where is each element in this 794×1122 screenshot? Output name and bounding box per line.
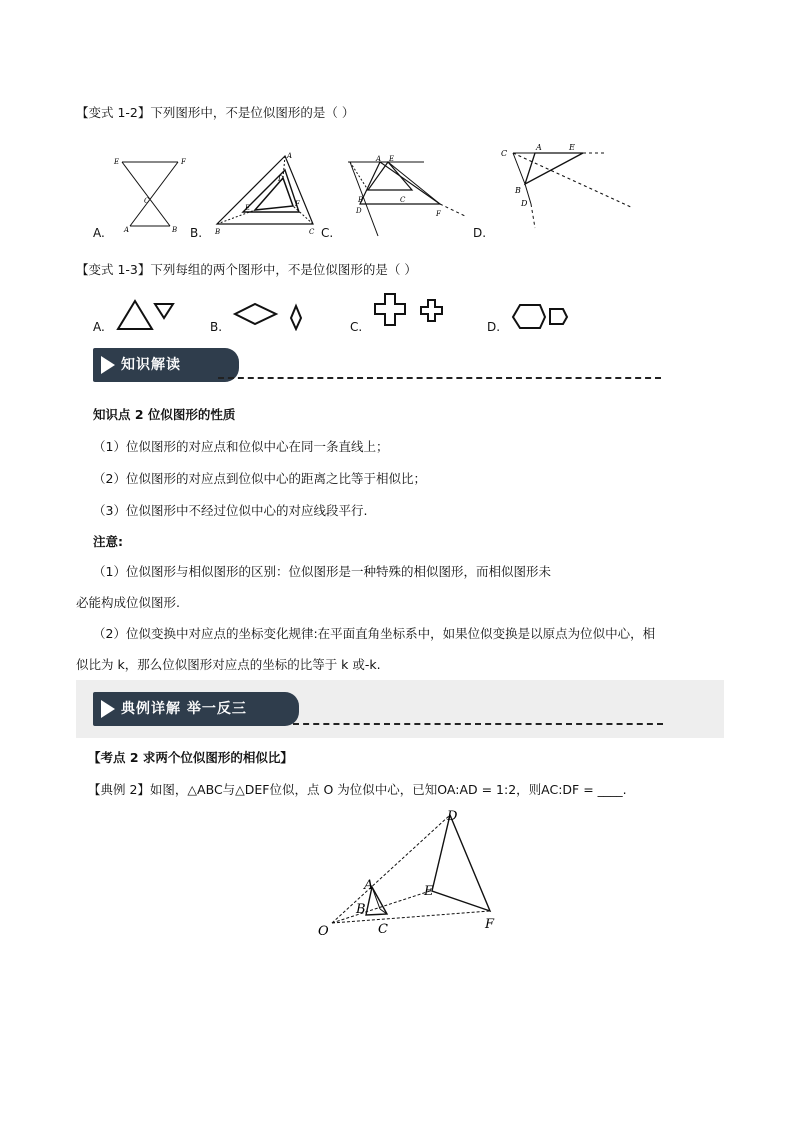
rhombus-wide-icon: [235, 304, 276, 324]
cross-large-icon: [375, 294, 405, 325]
fig-c-label-e: E: [389, 155, 395, 163]
triangle-def: [432, 815, 490, 911]
variant-1-2-option-c[interactable]: C.: [321, 226, 334, 240]
ray-od: [332, 815, 450, 923]
example-figure: [310, 805, 510, 945]
fig-b-label-e: E: [245, 204, 251, 212]
fig-d-label-c: C: [501, 149, 508, 158]
note-line-2: 必能构成位似图形.: [76, 595, 180, 610]
section-heading: 知识点 2 位似图形的性质: [93, 407, 236, 422]
pentagon-small-icon: [550, 309, 567, 324]
variant-1-3-option-c[interactable]: C.: [350, 320, 363, 334]
shapes-c: [373, 292, 448, 330]
figure-d: [495, 138, 645, 238]
section-item-3: （3）位似图形中不经过位似中心的对应线段平行.: [93, 503, 368, 518]
note-line-3: （2）位似变换中对应点的坐标变化规律:在平面直角坐标系中，如果位似变换是以原点为位似中心，相: [93, 626, 656, 641]
label-o: O: [318, 924, 329, 939]
fig-b-label-a: A: [287, 152, 293, 160]
fig-a-label-b: B: [172, 226, 178, 234]
banner-knowledge-label: 知识解读: [93, 348, 239, 382]
shapes-b: [232, 301, 307, 331]
fig-d-label-b: B: [515, 186, 521, 195]
label-d: D: [447, 809, 458, 824]
fig-b-label-c: C: [309, 228, 315, 236]
fig-b-dash-3: [293, 206, 313, 224]
fig-b-label-d: D: [278, 175, 284, 183]
note-line-1: （1）位似图形与相似图形的区别：位似图形是一种特殊的相似图形，而相似图形未: [93, 564, 551, 579]
fig-a-line-fa: [130, 162, 178, 226]
fig-c-left-line: [350, 162, 378, 236]
banner-knowledge: [93, 348, 673, 384]
banner-knowledge-dashline: [218, 377, 661, 379]
triangle-large-icon: [118, 301, 152, 329]
label-b: B: [356, 902, 366, 917]
label-c: C: [378, 922, 388, 937]
fig-c-dash: [440, 204, 465, 216]
label-f: F: [485, 917, 495, 932]
section-item-1: （1）位似图形的对应点和位似中心在同一条直线上；: [93, 439, 389, 454]
variant-1-3-option-b[interactable]: B.: [210, 320, 223, 334]
fig-d-triangle: [525, 153, 583, 184]
note-line-4: 似比为 k，那么位似图形对应点的坐标的比等于 k 或-k.: [76, 657, 381, 672]
variant-1-2-question: 【变式 1-2】下列图形中，不是位似图形的是（ ）: [76, 105, 355, 120]
figure-c: [340, 150, 470, 238]
fig-a-line-eb: [122, 162, 170, 226]
banner-example: [93, 692, 673, 728]
fig-c-label-b: B: [358, 196, 364, 204]
rhombus-tall-icon: [291, 306, 301, 329]
fig-a-label-c: C: [144, 197, 150, 205]
section-item-2: （2）位似图形的对应点到位似中心的距离之比等于相似比；: [93, 471, 426, 486]
example-2-question: 【典例 2】如图，△ABC与△DEF位似，点 O 为位似中心，已知OA:AD = 1:2，则AC:DF = ____.: [88, 782, 627, 797]
banner-example-label: 典例详解 举一反三: [93, 692, 299, 726]
figure-b: [205, 148, 320, 236]
triangle-small-icon: [155, 304, 173, 318]
variant-1-3-option-d[interactable]: D.: [487, 320, 501, 334]
fig-b-label-f: F: [295, 200, 300, 208]
label-e: E: [424, 884, 434, 899]
hexagon-large-icon: [513, 305, 545, 328]
fig-a-label-f: F: [181, 158, 186, 166]
cross-small-icon: [421, 300, 442, 321]
variant-1-3-option-a[interactable]: A.: [93, 320, 105, 334]
fig-d-bd-dash: [531, 204, 535, 228]
fig-c-label-c: C: [400, 196, 406, 204]
note-label: 注意:: [93, 534, 123, 549]
fig-d-cb: [513, 153, 525, 184]
fig-d-label-a: A: [536, 143, 542, 152]
variant-1-2-option-d[interactable]: D.: [473, 226, 487, 240]
label-a: A: [364, 878, 374, 893]
shapes-a: [115, 298, 177, 332]
fig-a-label-e: E: [114, 158, 120, 166]
fig-c-label-d: D: [356, 207, 362, 215]
variant-1-3-question: 【变式 1-3】下列每组的两个图形中，不是位似图形的是（ ）: [76, 262, 417, 277]
fig-c-side: [388, 162, 440, 204]
variant-1-2-option-a[interactable]: A.: [93, 226, 105, 240]
figure-a: [110, 150, 190, 235]
variant-1-2-option-b[interactable]: B.: [190, 226, 203, 240]
shapes-d: [510, 302, 572, 330]
fig-c-label-a: A: [376, 155, 382, 163]
fig-b-label-b: B: [215, 228, 221, 236]
fig-a-label-a: A: [124, 226, 130, 234]
kaodian-title: 【考点 2 求两个位似图形的相似比】: [88, 750, 293, 765]
banner-example-dashline: [293, 723, 663, 725]
ray-oe: [332, 891, 430, 923]
fig-c-label-f: F: [436, 210, 441, 218]
fig-d-label-e: E: [569, 143, 575, 152]
fig-d-label-d: D: [521, 199, 528, 208]
